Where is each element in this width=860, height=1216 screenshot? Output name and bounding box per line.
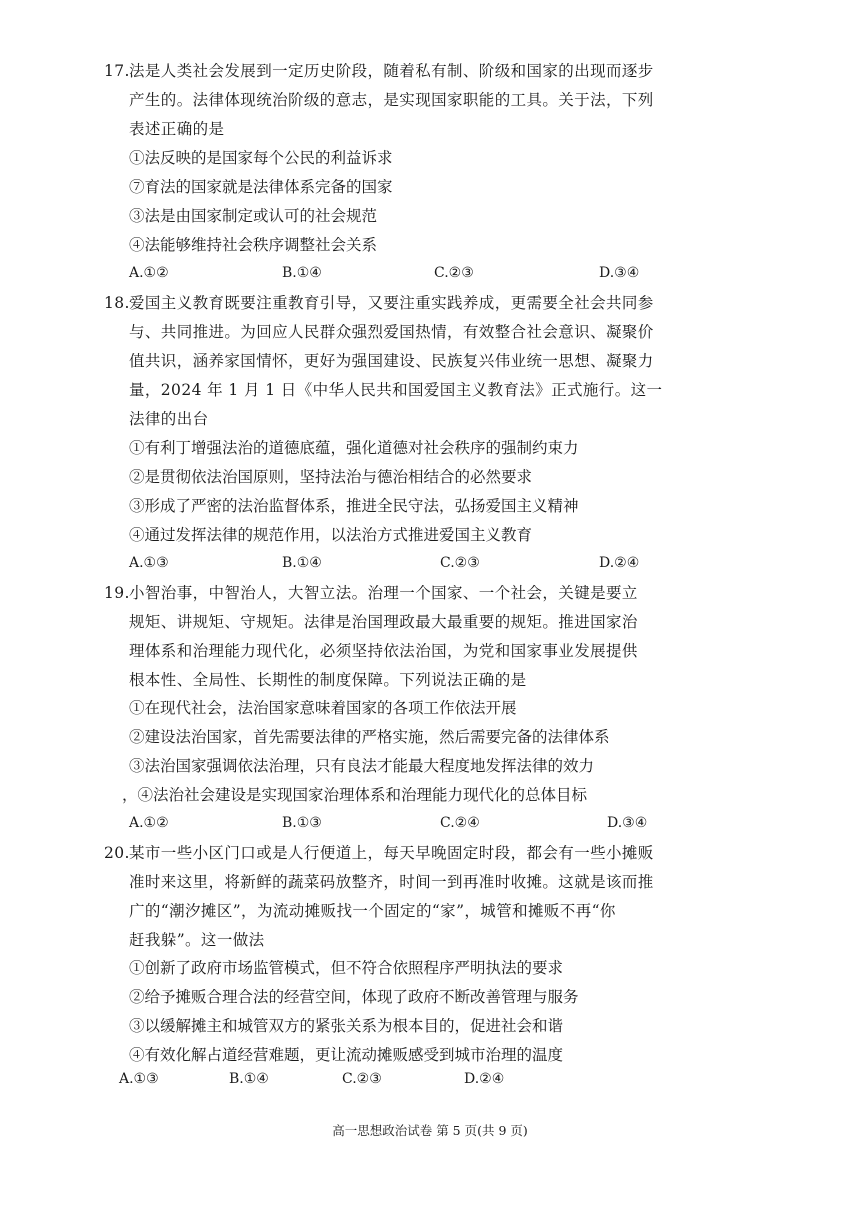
option-a: A.①② (129, 815, 169, 831)
statement: ①有利丁增强法治的道德底蕴，强化道德对社会秩序的强制约束力 (129, 439, 579, 457)
option-c: C.②③ (342, 1071, 382, 1087)
question-stem-line: 赶我躲”。这一做法 (129, 931, 265, 949)
option-c: C.②③ (440, 555, 480, 571)
option-d: D.②④ (599, 555, 640, 571)
option-a: A.①② (129, 265, 169, 281)
option-b: B.①④ (229, 1071, 269, 1087)
question-stem-line: 根本性、全局性、长期性的制度保障。下列说法正确的是 (129, 671, 527, 689)
question-stem-line: 某市一些小区门口或是人行便道上，每天早晚固定时段，都会有一些小摊贩 (129, 844, 654, 862)
statement: ①创新了政府市场监管模式，但不符合依照程序严明执法的要求 (129, 959, 564, 977)
question-stem-line: 准时来这里，将新鲜的蔬菜码放整齐，时间一到再准时收摊。这就是该而推 (129, 873, 654, 891)
option-a: A.①③ (119, 1071, 159, 1087)
question-stem-line: 表述正确的是 (129, 120, 225, 138)
question-number: 19. (104, 584, 130, 602)
statement: ③法治国家强调依法治理，只有良法才能最大程度地发挥法律的效力 (129, 757, 595, 775)
statement: ③形成了严密的法治监督体系，推进全民守法，弘扬爱国主义精神 (129, 497, 579, 515)
question-number: 18. (104, 294, 130, 312)
question-stem-line: 法是人类社会发展到一定历史阶段，随着私有制、阶级和国家的出现而逐步 (129, 62, 654, 80)
question-stem-line: 与、共同推进。为回应人民群众强烈爱国热情，有效整合社会意识、凝聚价 (129, 323, 654, 341)
option-d: D.③④ (607, 815, 648, 831)
question-stem-line: 小智治事，中智治人，大智立法。治理一个国家、一个社会，关键是要立 (129, 584, 638, 602)
statement: ③法是由国家制定或认可的社会规范 (129, 207, 378, 225)
option-b: B.①③ (282, 815, 322, 831)
statement: ②是贯彻依法治国原则，坚持法治与德治相结合的必然要求 (129, 468, 533, 486)
question-stem-line: 量，2024 年 1 月 1 日《中华人民共和国爱国主义教育法》正式施行。这一 (129, 381, 663, 399)
option-d: D.③④ (599, 265, 640, 281)
statement: ②给予摊贩合理合法的经营空间，体现了政府不断改善管理与服务 (129, 988, 579, 1006)
option-b: B.①④ (282, 265, 322, 281)
statement: ④有效化解占道经营难题，更让流动摊贩感受到城市治理的温度 (129, 1046, 564, 1064)
statement: ④法能够维持社会秩序调整社会关系 (129, 236, 378, 254)
question-stem-line: 产生的。法律体现统治阶级的意志，是实现国家职能的工具。关于法，下列 (129, 91, 654, 109)
question-stem-line: 广的“潮汐摊区”，为流动摊贩找一个固定的“家”，城管和摊贩不再“你 (129, 902, 616, 920)
question-stem-line: 值共识，涵养家国情怀，更好为强国建设、民族复兴伟业统一思想、凝聚力 (129, 352, 654, 370)
question-number: 17. (104, 62, 130, 80)
option-c: C.②③ (434, 265, 474, 281)
statement: ①在现代社会，法治国家意味着国家的各项工作依法开展 (129, 699, 517, 717)
statement: ③以缓解摊主和城管双方的紧张关系为根本目的，促进社会和谐 (129, 1017, 564, 1035)
statement: ，④法治社会建设是实现国家治理体系和治理能力现代化的总体目标 (122, 786, 588, 804)
question-stem-line: 爱国主义教育既要注重教育引导，又要注重实践养成，更需要全社会共同参 (129, 294, 654, 312)
option-d: D.②④ (464, 1071, 505, 1087)
option-c: C.②④ (440, 815, 480, 831)
question-stem-line: 理体系和治理能力现代化，必须坚持依法治国，为党和国家事业发展提供 (129, 642, 638, 660)
question-stem-line: 法律的出台 (129, 410, 209, 428)
statement: ④通过发挥法律的规范作用，以法治方式推进爱国主义教育 (129, 526, 533, 544)
statement: ①法反映的是国家每个公民的利益诉求 (129, 149, 393, 167)
question-stem-line: 规矩、讲规矩、守规矩。法律是治国理政最大最重要的规矩。推进国家治 (129, 613, 638, 631)
question-number: 20. (104, 844, 130, 862)
statement: ②建设法治国家，首先需要法律的严格实施，然后需要完备的法律体系 (129, 728, 610, 746)
statement: ⑦育法的国家就是法律体系完备的国家 (129, 178, 393, 196)
option-b: B.①④ (282, 555, 322, 571)
option-a: A.①③ (129, 555, 169, 571)
page-footer: 高一思想政治试卷 第 5 页(共 9 页) (332, 1123, 528, 1138)
